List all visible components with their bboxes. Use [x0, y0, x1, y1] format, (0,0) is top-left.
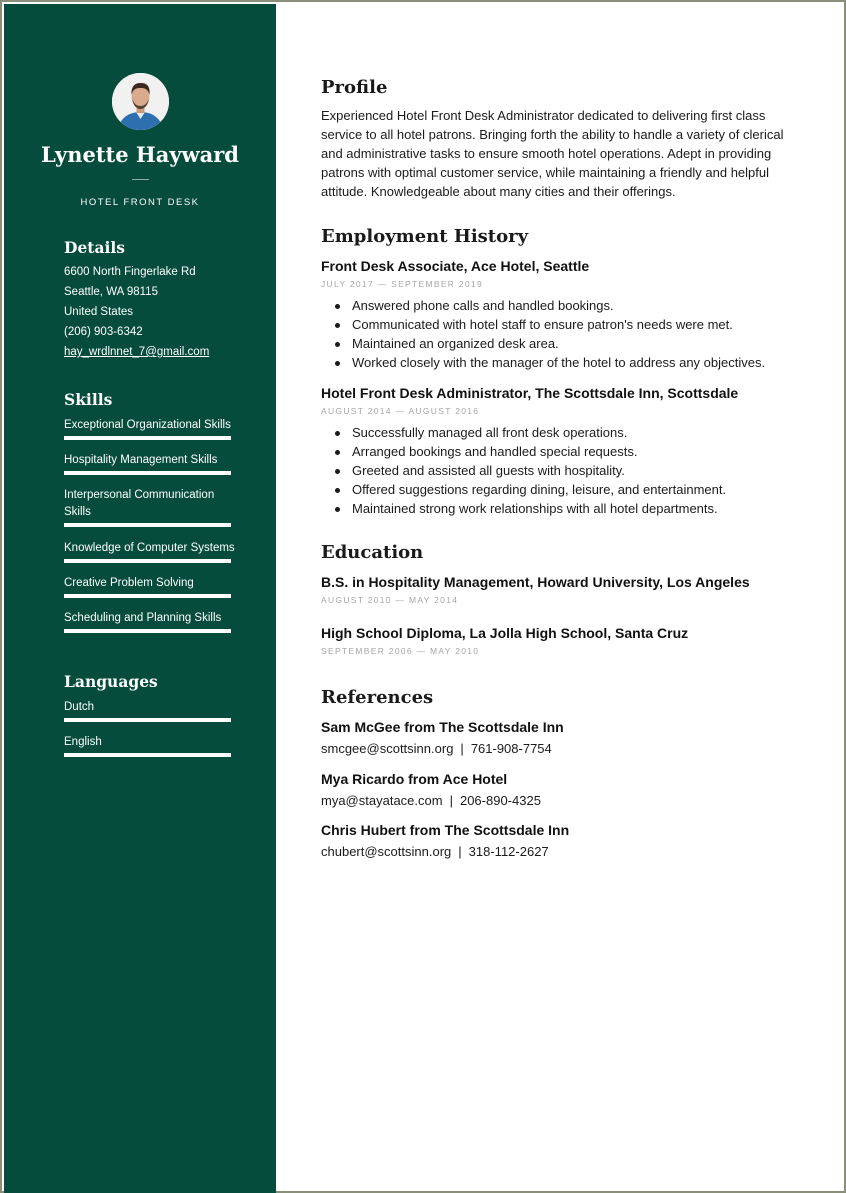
reference-contact — [321, 793, 541, 808]
reference-phone: 206-890-4325 — [459, 793, 541, 808]
details-heading: Details — [64, 238, 126, 257]
skill-level-bar — [64, 559, 231, 563]
reference-email[interactable]: mya@stayatace.com — [321, 793, 443, 808]
email-link[interactable]: hay_wrdlnnet_7@gmail.com — [64, 346, 210, 358]
reference-contact — [321, 844, 549, 859]
name-divider — [132, 179, 149, 180]
reference-email[interactable]: smcgee@scottsinn.org — [321, 741, 454, 756]
job-duties-list — [334, 296, 765, 372]
sidebar — [4, 4, 276, 1193]
job-title: Front Desk Associate, Ace Hotel, Seattle — [321, 258, 590, 274]
list-item: Worked closely with the manager of the hotel to address any objectives. — [334, 353, 765, 372]
language-label: Dutch — [64, 701, 95, 713]
phone-number: (206) 903-6342 — [64, 326, 143, 338]
contact-separator: | — [449, 793, 453, 808]
list-item: Greeted and assisted all guests with hospitality. — [334, 461, 726, 480]
profile-photo-icon — [112, 73, 169, 130]
skill-label: Scheduling and Planning Skills — [64, 612, 222, 624]
skill-label: Creative Problem Solving — [64, 577, 194, 589]
profile-summary: Experienced Hotel Front Desk Administrator dedicated to delivering first class service to all hotel patrons. Bringing forth the ability to handle a variety of clerical and administrative tasks to ensure smooth hotel operations. Adept in providing patrons with optimal customer service, while maintaining a friendly and helpful attitude. Knowledgeable about many cities and their offerings. — [321, 108, 784, 199]
list-item: Successfully managed all front desk operations. — [334, 423, 726, 442]
reference-name: Sam McGee from The Scottsdale Inn — [321, 719, 564, 735]
skill-label: Knowledge of Computer Systems — [64, 542, 235, 554]
skill-level-bar — [64, 471, 231, 475]
job-dates: JULY 2017 — SEPTEMBER 2019 — [321, 279, 483, 289]
skill-level-bar — [64, 629, 231, 633]
skill-level-bar — [64, 523, 231, 527]
contact-separator: | — [458, 844, 462, 859]
list-item: Answered phone calls and handled bookings. — [334, 296, 765, 315]
references-heading: References — [321, 687, 434, 708]
address-line-2: Seattle, WA 98115 — [64, 286, 158, 298]
reference-phone: 761-908-7754 — [470, 741, 552, 756]
profile-heading: Profile — [321, 77, 388, 98]
job-dates: AUGUST 2014 — AUGUST 2016 — [321, 406, 480, 416]
address-line-1: 6600 North Fingerlake Rd — [64, 266, 196, 278]
skills-heading: Skills — [64, 390, 113, 409]
reference-email[interactable]: chubert@scottsinn.org — [321, 844, 452, 859]
languages-heading: Languages — [64, 672, 158, 691]
job-duties-list — [334, 423, 726, 518]
degree-dates: AUGUST 2010 — MAY 2014 — [321, 595, 459, 605]
contact-separator: | — [460, 741, 464, 756]
job-title: Hotel Front Desk Administrator, The Scottsdale Inn, Scottsdale — [321, 385, 739, 401]
employment-heading: Employment History — [321, 226, 529, 247]
skill-label: Interpersonal Communication — [64, 489, 215, 501]
avatar — [112, 73, 169, 130]
education-heading: Education — [321, 542, 424, 563]
list-item: Maintained strong work relationships with all hotel departments. — [334, 499, 726, 518]
language-level-bar — [64, 753, 231, 757]
degree-title: B.S. in Hospitality Management, Howard University, Los Angeles — [321, 574, 750, 590]
job-role: HOTEL FRONT DESK — [80, 197, 200, 208]
skill-label-continued: Skills — [64, 506, 91, 518]
skill-level-bar — [64, 594, 231, 598]
list-item: Arranged bookings and handled special requests. — [334, 442, 726, 461]
reference-name: Chris Hubert from The Scottsdale Inn — [321, 822, 570, 838]
degree-dates: SEPTEMBER 2006 — MAY 2010 — [321, 646, 480, 656]
list-item: Maintained an organized desk area. — [334, 334, 765, 353]
list-item: Offered suggestions regarding dining, leisure, and entertainment. — [334, 480, 726, 499]
skill-label: Hospitality Management Skills — [64, 454, 218, 466]
address-country: United States — [64, 306, 134, 318]
degree-title: High School Diploma, La Jolla High School, Santa Cruz — [321, 625, 689, 641]
reference-contact — [321, 741, 552, 756]
reference-name: Mya Ricardo from Ace Hotel — [321, 771, 508, 787]
language-label: English — [64, 736, 102, 748]
main-content — [276, 4, 846, 1193]
candidate-name: Lynette Hayward — [40, 142, 239, 167]
skill-label: Exceptional Organizational Skills — [64, 419, 231, 431]
language-level-bar — [64, 718, 231, 722]
skill-level-bar — [64, 436, 231, 440]
list-item: Communicated with hotel staff to ensure patron's needs were met. — [334, 315, 765, 334]
reference-phone: 318-112-2627 — [468, 844, 549, 859]
